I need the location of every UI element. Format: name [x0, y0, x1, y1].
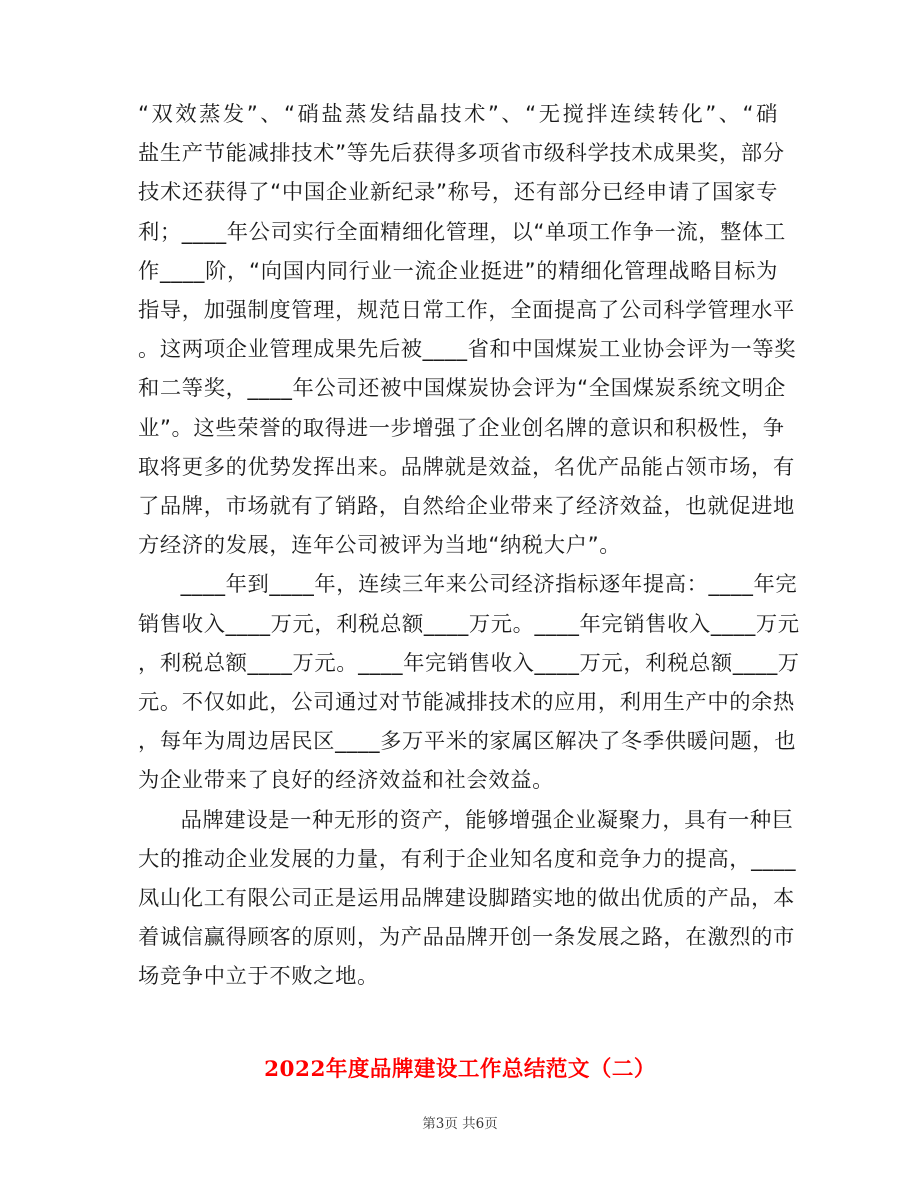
- text-line: 大的推动企业发展的力量，有利于企业知名度和竞争力的提高，____: [138, 846, 797, 872]
- text-line: 凤山化工有限公司正是运用品牌建设脚踏实地的做出优质的产品，本: [138, 886, 795, 912]
- text-line: ，利税总额____万元。____年完销售收入____万元，利税总额____万: [138, 650, 800, 676]
- text-line: 品牌建设是一种无形的资产，能够增强企业凝聚力，具有一种巨: [180, 807, 794, 833]
- text-line: 盐生产节能减排技术”等先后获得多项省市级科学技术成果奖，部分: [138, 141, 785, 167]
- text-line: ____年到____年，连续三年来公司经济指标逐年提高：____年完: [180, 572, 798, 598]
- section-title: 2022年度品牌建设工作总结范文（二）: [264, 1057, 656, 1082]
- text-line: 。这两项企业管理成果先后被____省和中国煤炭工业协会评为一等奖: [138, 337, 797, 363]
- text-line: 指导，加强制度管理，规范日常工作，全面提高了公司科学管理水平: [138, 298, 795, 324]
- text-line: 技术还获得了“中国企业新纪录”称号，还有部分已经申请了国家专: [138, 180, 778, 206]
- page-footer: 第3页 共6页: [422, 1116, 498, 1132]
- text-line: 着诚信赢得顾客的原则，为产品品牌开创一条发展之路，在激烈的市: [138, 925, 795, 951]
- text-line: 为企业带来了良好的经济效益和社会效益。: [138, 768, 555, 794]
- paragraph-2: [138, 565, 800, 800]
- paragraph-1: [138, 95, 797, 565]
- paragraph-3: [138, 801, 797, 997]
- text-line: 业”。这些荣誉的取得进一步增强了企业创名牌的意识和积极性，争: [138, 415, 785, 441]
- text-line: 元。不仅如此，公司通过对节能减排技术的应用，利用生产中的余热: [138, 690, 795, 716]
- text-line: 取将更多的优势发挥出来。品牌就是效益，名优产品能占领市场，有: [138, 454, 795, 480]
- text-line: 销售收入____万元，利税总额____万元。____年完销售收入____万元: [138, 611, 800, 637]
- text-line: “双效蒸发”、“硝盐蒸发结晶技术”、“无搅拌连续转化”、“硝: [138, 102, 778, 127]
- text-line: 方经济的发展，连年公司被评为当地“纳税大户”。: [138, 533, 622, 559]
- text-line: 场竞争中立于不败之地。: [138, 964, 379, 990]
- document-body: [138, 95, 800, 997]
- text-line: 作____阶，“向国内同行业一流企业挺进”的精细化管理战略目标为: [138, 258, 778, 284]
- text-line: 和二等奖，____年公司还被中国煤炭协会评为“全国煤炭系统文明企: [138, 376, 786, 402]
- text-line: ，每年为周边居民区____多万平米的家属区解决了冬季供暖问题，也: [138, 729, 797, 755]
- text-line: 了品牌，市场就有了销路，自然给企业带来了经济效益，也就促进地: [138, 494, 795, 520]
- text-line: 利；____年公司实行全面精细化管理，以“单项工作争一流，整体工: [138, 219, 786, 245]
